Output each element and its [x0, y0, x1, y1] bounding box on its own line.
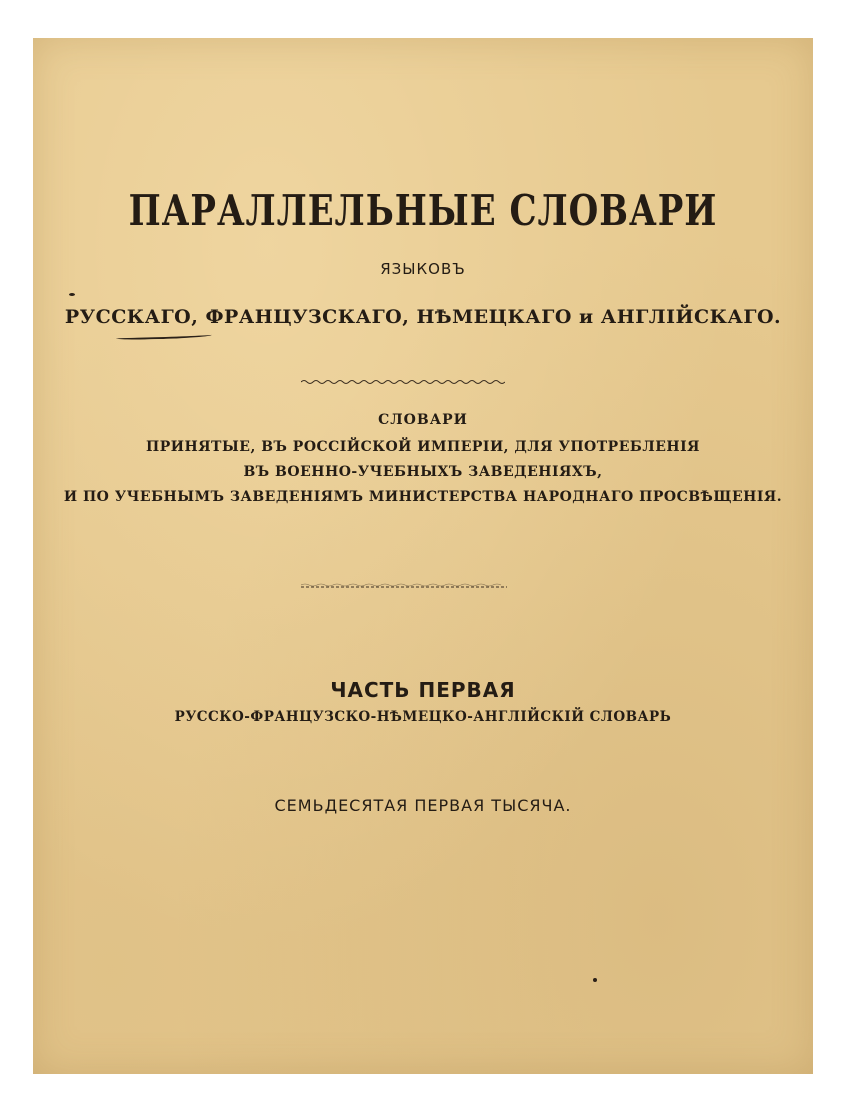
dotted-divider	[301, 582, 507, 590]
dictionaries-line-3: И ПО УЧЕБНЫМЪ ЗАВЕДЕНІЯМЪ МИНИСТЕРСТВА НАРОДНАГО ПРОСВѢЩЕНІЯ.	[63, 489, 783, 505]
book-title: ПАРАЛЛЕЛЬНЫЕ СЛОВАРИ	[128, 186, 718, 236]
edition-line: СЕМЬДЕСЯТАЯ ПЕРВАЯ ТЫСЯЧА.	[274, 796, 572, 815]
dictionaries-line-1: ПРИНЯТЫЕ, ВЪ РОССІЙСКОЙ ИМПЕРІИ, ДЛЯ УПОТРЕБЛЕНІЯ	[145, 439, 700, 455]
languages-line: РУССКАГО, ФРАНЦУЗСКАГО, НѢМЕЦКАГО и АНГЛІЙСКАГО.	[64, 306, 782, 328]
ink-speck	[593, 978, 597, 982]
pencil-underline-mark	[116, 333, 212, 341]
title-page	[33, 38, 813, 1074]
wavy-divider	[301, 378, 505, 386]
languages-of-label: ЯЗЫКОВЪ	[380, 260, 466, 278]
dictionaries-line-2: ВЪ ВОЕННО-УЧЕБНЫХЪ ЗАВЕДЕНІЯХЪ,	[243, 464, 603, 480]
ink-speck	[69, 293, 75, 296]
part-subtitle: РУССКО-ФРАНЦУЗСКО-НѢМЕЦКО-АНГЛІЙСКІЙ СЛОВАРЬ	[174, 709, 672, 725]
dictionaries-label: СЛОВАРИ	[378, 412, 468, 428]
part-title: ЧАСТЬ ПЕРВАЯ	[330, 678, 516, 702]
